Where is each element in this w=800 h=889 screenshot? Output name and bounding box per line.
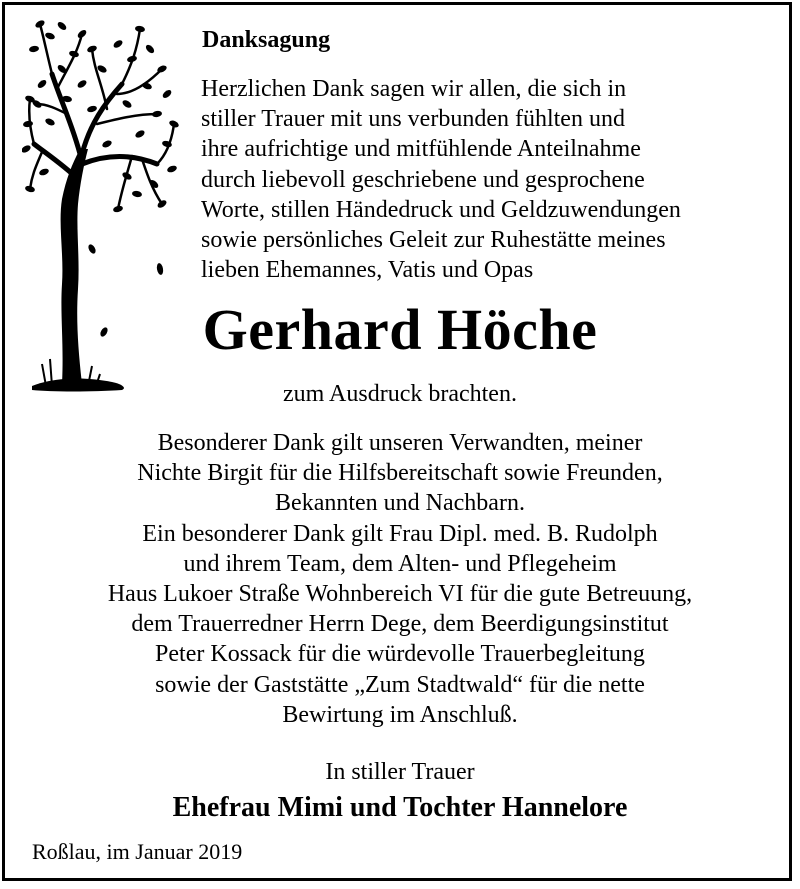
intro-line: ihre aufrichtige und mitfühlende Anteilnahme — [201, 136, 641, 163]
thanks-line: Bewirtung im Anschluß. — [282, 701, 518, 728]
intro-line: Worte, stillen Händedruck und Geldzuwendungen — [201, 196, 681, 223]
intro-line: durch liebevoll geschriebene und gesprochene — [201, 166, 645, 193]
thanks-line: Peter Kossack für die würdevolle Trauerbegleitung — [155, 641, 645, 668]
thanks-line: Ein besonderer Dank gilt Frau Dipl. med. B. Rudolph — [142, 520, 658, 547]
place-date: Roßlau, im Januar 2019 — [32, 839, 243, 864]
thanks-line: und ihrem Team, dem Alten- und Pflegeheim — [183, 550, 617, 577]
thanks-line: Nichte Birgit für die Hilfsbereitschaft sowie Freunden, — [137, 460, 663, 487]
thanks-line: Haus Lukoer Straße Wohnbereich VI für die gute Betreuung, — [107, 581, 693, 608]
deceased-name: Gerhard Höche — [202, 297, 598, 362]
intro-paragraph — [201, 74, 781, 285]
intro-line: lieben Ehemannes, Vatis und Opas — [201, 257, 534, 284]
thanks-line: Bekannten und Nachbarn. — [275, 490, 525, 517]
signers: Ehefrau Mimi und Tochter Hannelore — [172, 792, 628, 823]
mourning-line: In stiller Trauer — [325, 759, 475, 785]
thanks-line: sowie der Gaststätte „Zum Stadtwald“ für die nette — [155, 671, 645, 698]
thanks-line: Besonderer Dank gilt unseren Verwandten, meiner — [157, 430, 643, 456]
thanks-line: dem Trauerredner Herrn Dege, dem Beerdigungsinstitut — [131, 611, 669, 638]
intro-line: sowie persönliches Geleit zur Ruhestätte meines — [201, 227, 666, 254]
notice-heading: Danksagung — [202, 27, 331, 53]
intro-line: stiller Trauer mit uns verbunden fühlten und — [201, 106, 625, 133]
after-name-line: zum Ausdruck brachten. — [283, 381, 517, 407]
thanks-paragraph — [0, 428, 800, 730]
intro-line: Herzlichen Dank sagen wir allen, die sich in — [201, 76, 627, 102]
